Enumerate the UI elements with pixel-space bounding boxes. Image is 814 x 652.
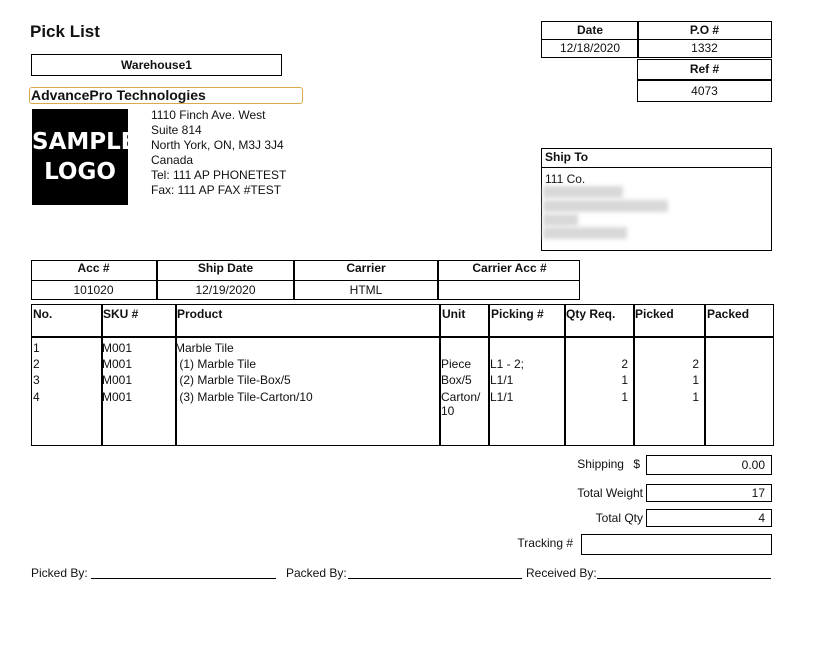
row-qty: 2: [621, 357, 628, 371]
received-by-label: Received By:: [526, 566, 597, 580]
row-no: 1: [33, 341, 40, 355]
items-table: [31, 304, 774, 446]
tracking-label: Tracking #: [517, 536, 573, 550]
col-qty-req: Qty Req.: [566, 307, 616, 321]
po-label: P.O #: [637, 21, 772, 40]
row-product: (3) Marble Tile-Carton/10: [176, 390, 313, 404]
row-picking: L1/1: [490, 390, 514, 404]
packed-by-line[interactable]: [348, 578, 522, 579]
row-qty: 1: [621, 373, 628, 387]
row-no: 3: [33, 373, 40, 387]
warehouse-value: Warehouse1: [121, 58, 192, 72]
row-qty: 1: [621, 390, 628, 404]
row-picked: 2: [692, 357, 699, 371]
row-unit-cont: 10: [441, 404, 455, 418]
total-weight-label: Total Weight: [577, 486, 643, 500]
carrier-header: Carrier: [346, 261, 386, 275]
warehouse-field: [31, 54, 282, 76]
total-qty-value: 4: [646, 509, 772, 527]
col-no: No.: [33, 307, 53, 321]
carrier-value: HTML: [349, 283, 383, 297]
picked-by-line[interactable]: [91, 578, 276, 579]
row-unit: Piece: [441, 357, 472, 371]
redacted-address: [543, 214, 578, 226]
ship-to-header: [541, 148, 772, 168]
address-line: Canada: [151, 153, 194, 167]
redacted-address: [543, 186, 623, 198]
company-logo: [32, 109, 137, 205]
col-packed: Packed: [707, 307, 750, 321]
col-picked: Picked: [635, 307, 674, 321]
date-label: Date: [541, 21, 639, 40]
row-sku: M001: [102, 373, 133, 387]
currency-symbol: $: [633, 457, 640, 471]
address-line: 1110 Finch Ave. West: [151, 108, 266, 122]
row-sku: M001: [102, 390, 133, 404]
shipping-label: [540, 457, 640, 471]
ship-date-value: 12/19/2020: [195, 283, 256, 297]
row-sku: M001: [102, 341, 133, 355]
company-name-text: AdvancePro Technologies: [31, 87, 206, 103]
phone-line: Tel: 111 AP PHONETEST: [151, 168, 287, 182]
row-unit: Box/5: [441, 373, 472, 387]
fax-line: Fax: 111 AP FAX #TEST: [151, 183, 282, 197]
col-picking: Picking #: [491, 307, 544, 321]
shipping-label-text: Shipping: [577, 457, 624, 471]
row-product: (2) Marble Tile-Box/5: [176, 373, 291, 387]
company-name: [29, 87, 303, 104]
packed-by-label: Packed By:: [286, 566, 347, 580]
page-title: Pick List: [30, 22, 100, 41]
ref-value: 4073: [637, 80, 772, 102]
redacted-address: [543, 227, 627, 239]
logo-line-2: LOGO: [44, 159, 116, 185]
total-weight-value: 17: [646, 484, 772, 502]
row-product: (1) Marble Tile: [176, 357, 257, 371]
received-by-line[interactable]: [597, 578, 771, 579]
row-unit: Carton/: [441, 390, 481, 404]
acc-value: 101020: [73, 283, 114, 297]
shipping-value: 0.00: [646, 455, 772, 475]
row-picking: L1/1: [490, 373, 514, 387]
row-no: 4: [33, 390, 40, 404]
row-no: 2: [33, 357, 40, 371]
row-picked: 1: [692, 373, 699, 387]
col-unit: Unit: [442, 307, 466, 321]
row-sku: M001: [102, 357, 133, 371]
carrier-acc-header: Carrier Acc #: [472, 261, 547, 275]
ship-date-header: Ship Date: [197, 261, 254, 275]
logo-line-1: SAMPLE: [32, 129, 137, 155]
acc-header: Acc #: [77, 261, 110, 275]
ship-to-name: 111 Co.: [545, 172, 586, 186]
col-sku: SKU #: [103, 307, 139, 321]
ship-to-label: Ship To: [545, 150, 589, 164]
col-product: Product: [177, 307, 223, 321]
ref-label: Ref #: [637, 59, 772, 80]
address-line: Suite 814: [151, 123, 202, 137]
row-picking: L1 - 2;: [490, 357, 525, 371]
total-qty-label: Total Qty: [595, 511, 643, 525]
ship-to-box: [541, 167, 772, 251]
address-line: North York, ON, M3J 3J4: [151, 138, 284, 152]
date-value: 12/18/2020: [541, 39, 639, 58]
row-product: Marble Tile: [175, 341, 234, 355]
company-address: [151, 108, 286, 198]
redacted-address: [543, 200, 668, 212]
picked-by-label: Picked By:: [31, 566, 88, 580]
row-picked: 1: [692, 390, 699, 404]
po-value: 1332: [637, 39, 772, 58]
tracking-input[interactable]: [581, 534, 772, 555]
